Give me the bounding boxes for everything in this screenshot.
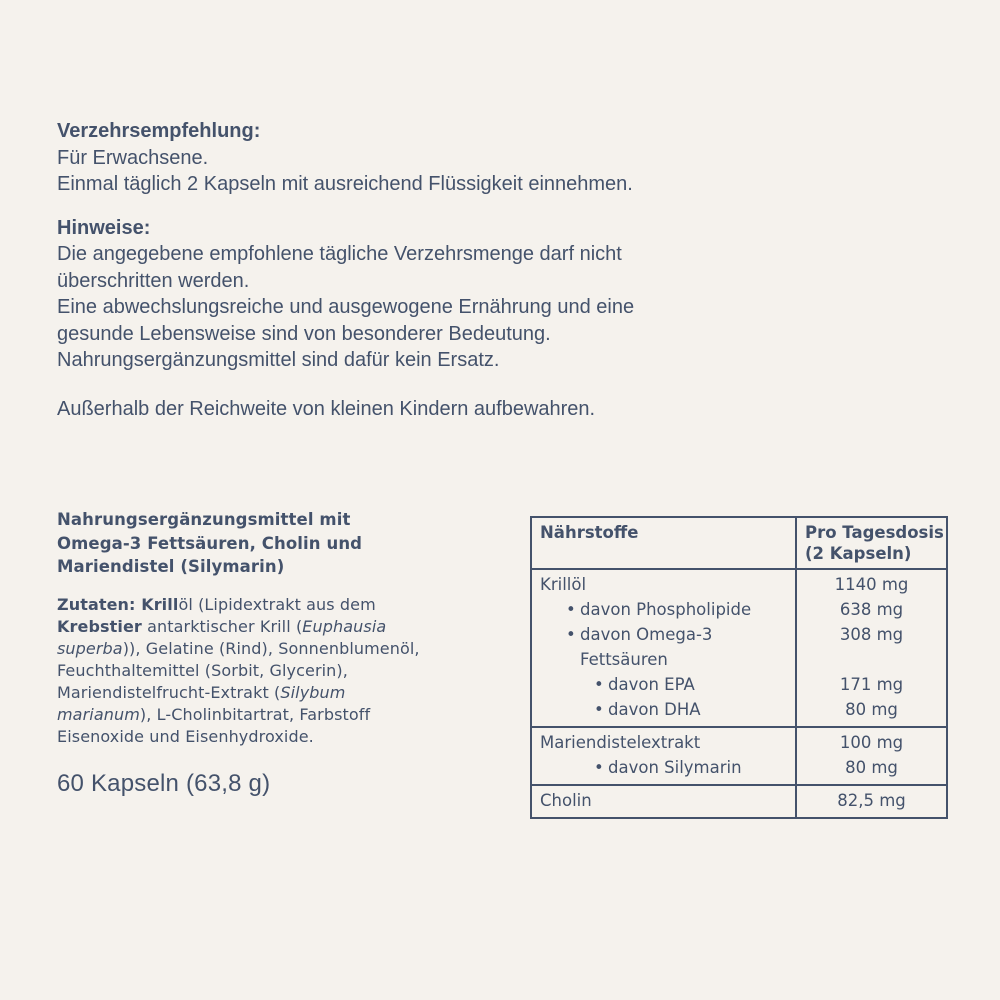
ingredients-line: Zutaten: Krillöl (Lipidextrakt aus dem	[57, 594, 376, 614]
header-dose-line2: (2 Kapseln)	[805, 544, 912, 563]
ingredients-text	[57, 594, 497, 748]
bullet-icon: •	[594, 700, 604, 719]
nutrient-line: • davon EPA	[540, 672, 791, 697]
value-line: 171 mg	[839, 675, 904, 694]
nutrient-line: • davon Silymarin	[540, 755, 791, 780]
value-line: 80 mg	[845, 758, 898, 777]
value-line: 638 mg	[839, 600, 904, 619]
value-line: 1140 mg	[834, 575, 909, 594]
nutrition-section	[532, 726, 946, 784]
bullet-icon: •	[594, 675, 604, 694]
value-cell	[795, 728, 946, 784]
notes-line: Die angegebene empfohlene tägliche Verzehrsmenge darf nicht	[57, 243, 622, 265]
bullet-icon: •	[566, 600, 576, 619]
product-title-line: Omega-3 Fettsäuren, Cholin und	[57, 533, 363, 553]
nutrition-table-header	[532, 518, 946, 568]
header-dose	[795, 518, 946, 568]
value-line: 100 mg	[839, 733, 904, 752]
value-line: 308 mg	[839, 625, 904, 644]
value-line: 80 mg	[845, 700, 898, 719]
bullet-icon: •	[566, 625, 576, 644]
nutrient-line: • davon Omega-3	[540, 622, 791, 647]
net-quantity: 60 Kapseln (63,8 g)	[57, 769, 271, 797]
bullet-icon: •	[594, 758, 604, 777]
nutrition-section	[532, 784, 946, 817]
notes-line: Eine abwechslungsreiche und ausgewogene Ernährung und eine	[57, 296, 635, 318]
notes-line: überschritten werden.	[57, 269, 250, 292]
value-line	[799, 647, 944, 672]
product-title-line: Mariendistel (Silymarin)	[57, 557, 285, 576]
nutrition-section	[532, 568, 946, 726]
ingredients-line: Krebstier antarktischer Krill (Euphausia	[57, 616, 387, 636]
nutrient-cell	[532, 728, 795, 784]
nutrition-table	[530, 516, 948, 819]
product-title	[57, 508, 497, 579]
header-dose-line1: Pro Tagesdosis	[805, 523, 944, 542]
usage-lines	[57, 145, 757, 198]
nutrient-line: Krillöl	[540, 575, 587, 594]
ingredients-line: Eisenoxide und Eisenhydroxide.	[57, 726, 314, 746]
notice-block	[57, 118, 757, 422]
value-cell	[795, 570, 946, 726]
notes-lines	[57, 241, 757, 374]
nutrient-line: • davon DHA	[540, 697, 791, 722]
nutrient-line: Fettsäuren	[580, 650, 668, 669]
ingredients-line: Feuchthaltemittel (Sorbit, Glycerin),	[57, 660, 348, 680]
notes-heading: Hinweise:	[57, 216, 151, 239]
value-cell	[795, 786, 946, 817]
notes-line: Nahrungsergänzungsmittel sind dafür kein Ersatz.	[57, 349, 500, 371]
ingredients-line: Mariendistelfrucht-Extrakt (Silybum	[57, 682, 346, 702]
nutrient-line: • davon Phospholipide	[540, 597, 791, 622]
notes-line: gesunde Lebensweise sind von besonderer Bedeutung.	[57, 322, 551, 345]
product-title-line: Nahrungsergänzungsmittel mit	[57, 510, 351, 529]
product-column	[57, 508, 497, 795]
ingredients-line: marianum), L-Cholinbitartrat, Farbstoff	[57, 704, 371, 724]
usage-heading: Verzehrsempfehlung:	[57, 120, 261, 142]
nutrient-line: Cholin	[540, 791, 592, 810]
ingredients-line: superba)), Gelatine (Rind), Sonnenblumenöl,	[57, 638, 420, 658]
usage-line: Einmal täglich 2 Kapseln mit ausreichend Flüssigkeit einnehmen.	[57, 173, 633, 195]
nutrient-cell	[532, 786, 795, 817]
header-nutrients: Nährstoffe	[540, 523, 639, 542]
usage-line: Für Erwachsene.	[57, 146, 209, 169]
warning-text: Außerhalb der Reichweite von kleinen Kindern aufbewahren.	[57, 397, 596, 420]
nutrient-cell	[532, 570, 795, 726]
value-line: 82,5 mg	[837, 791, 906, 810]
nutrient-line: Mariendistelextrakt	[540, 733, 701, 752]
